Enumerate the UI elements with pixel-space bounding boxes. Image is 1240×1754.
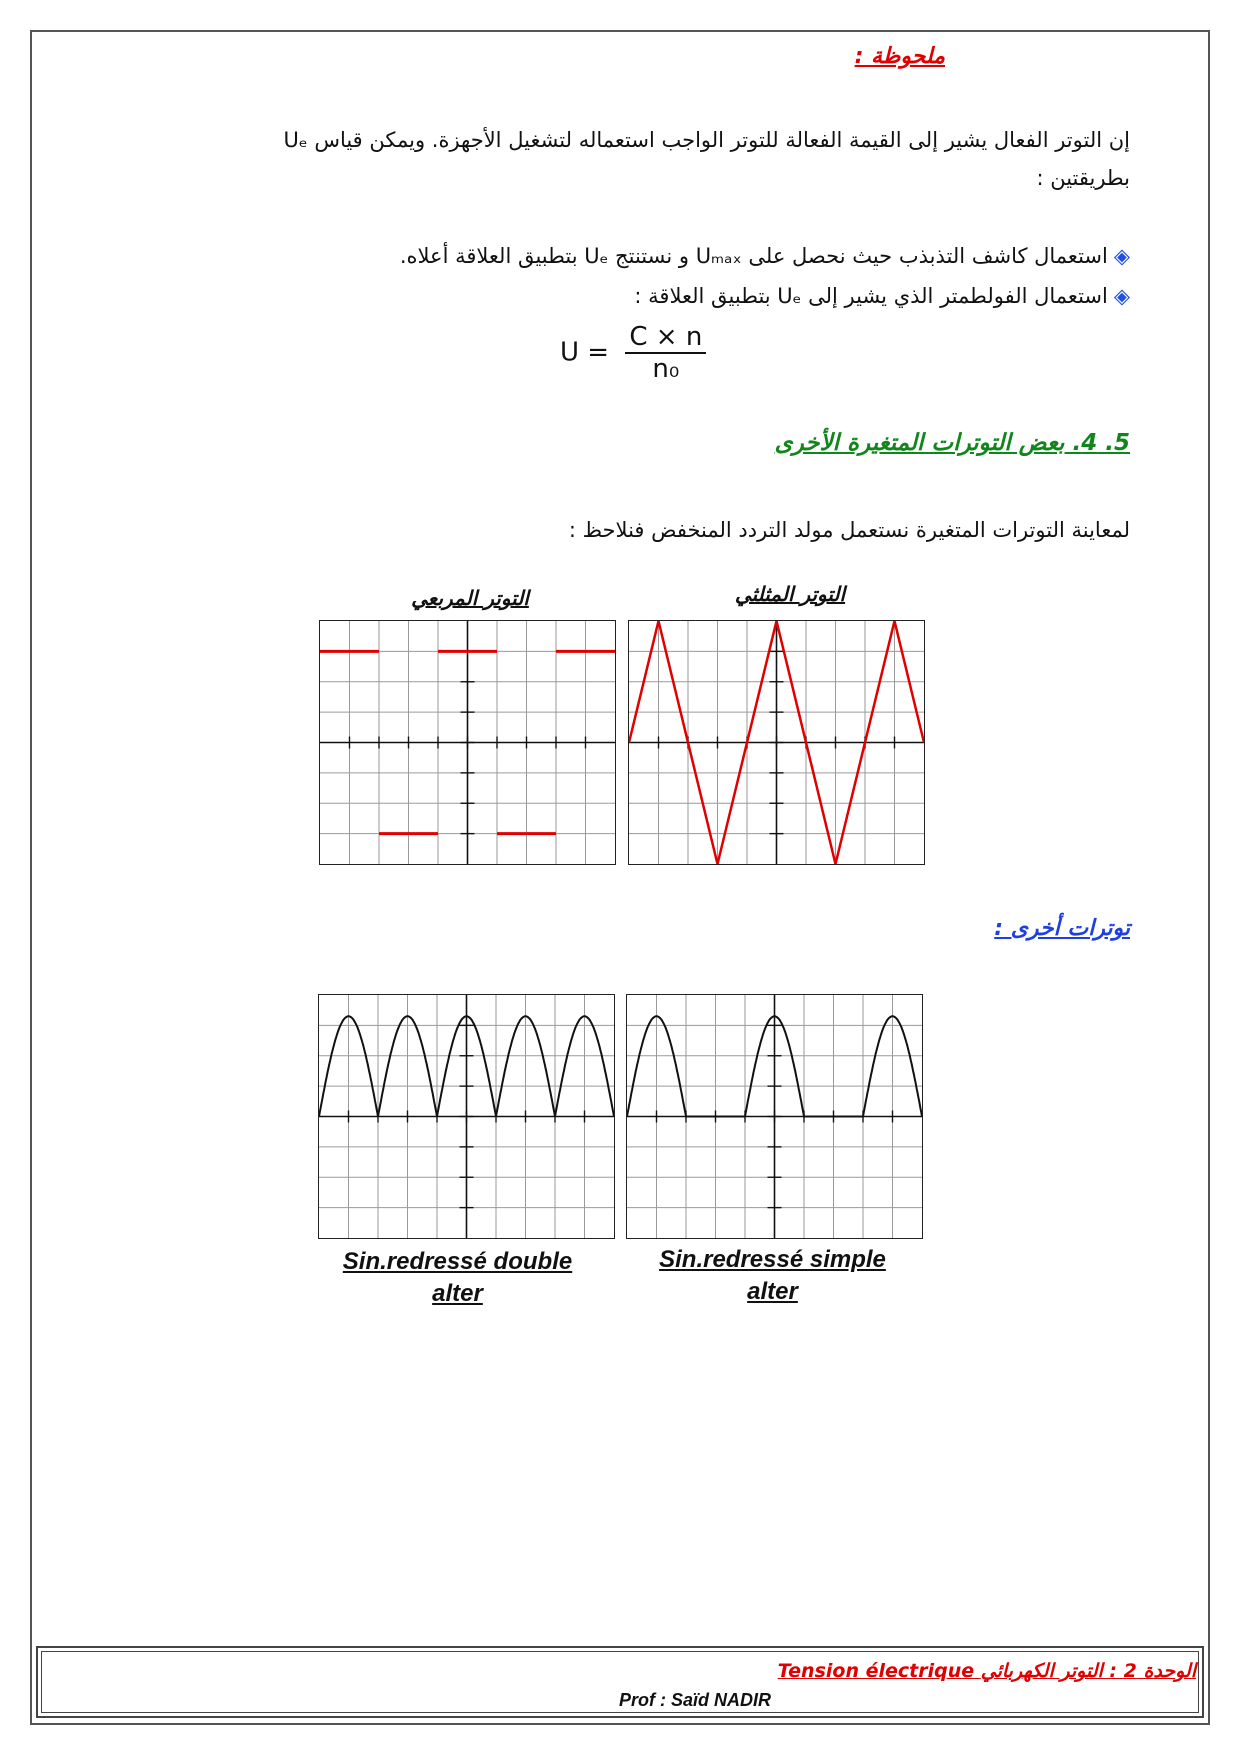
formula-lhs: U = <box>560 337 610 368</box>
simple-caption-line-2: alter <box>747 1278 798 1305</box>
note-line-1: إن التوتر الفعال يشير إلى القيمة الفعالة للتوتر الواجب استعماله لتشغيل الأجهزة. ويمكن قياس Uₑ <box>283 128 1130 152</box>
footer-prof: Prof : Saïd NADIR <box>618 1690 771 1710</box>
square-caption: التوتر المربعي <box>411 586 529 610</box>
footer-unit-fr: Tension électrique <box>777 1660 975 1682</box>
footer-unit-ar: الوحدة 2 : التوتر الكهربائي <box>980 1660 1196 1682</box>
triangle-wave-chart <box>629 621 924 864</box>
note-title: ملحوظة : <box>854 44 945 69</box>
method-oscilloscope <box>400 244 1130 268</box>
diamond-bullet-icon: ◈ <box>1113 284 1130 308</box>
method-voltmeter <box>634 284 1130 308</box>
double-caption <box>305 1246 610 1310</box>
double-scope <box>318 994 615 1239</box>
simple-scope <box>626 994 923 1239</box>
full-wave-chart <box>319 995 614 1238</box>
triangle-caption: التوتر المثلثي <box>734 582 846 606</box>
note-line-2: بطريقتين : <box>1036 166 1130 190</box>
square-wave-chart <box>320 621 615 864</box>
section-title: 5. 4. بعض التوترات المتغيرة الأخرى <box>774 430 1130 456</box>
section-intro: لمعاينة التوترات المتغيرة نستعمل مولد التردد المنخفض فنلاحظ : <box>568 518 1130 542</box>
footer <box>36 1646 1204 1718</box>
half-wave-chart <box>627 995 922 1238</box>
formula-denominator: n₀ <box>652 354 680 384</box>
square-scope <box>319 620 616 865</box>
voltage-formula <box>560 322 706 384</box>
double-caption-line-2: alter <box>432 1280 483 1307</box>
formula-fraction <box>625 322 706 384</box>
method-oscilloscope-text: استعمال كاشف التذبذب حيث نحصل على Uₘₐₓ و نستنتج Uₑ بتطبيق العلاقة أعلاه. <box>399 244 1108 268</box>
triangle-scope <box>628 620 925 865</box>
simple-caption <box>620 1244 925 1308</box>
formula-numerator: C × n <box>625 322 706 354</box>
double-caption-line-1: Sin.redressé double <box>342 1248 573 1275</box>
simple-caption-line-1: Sin.redressé simple <box>659 1246 886 1273</box>
method-voltmeter-text: استعمال الفولطمتر الذي يشير إلى Uₑ بتطبيق العلاقة : <box>634 284 1108 308</box>
other-voltages-title: توترات أخرى : <box>994 916 1130 941</box>
diamond-bullet-icon: ◈ <box>1113 244 1130 268</box>
footer-unit <box>778 1660 1196 1682</box>
